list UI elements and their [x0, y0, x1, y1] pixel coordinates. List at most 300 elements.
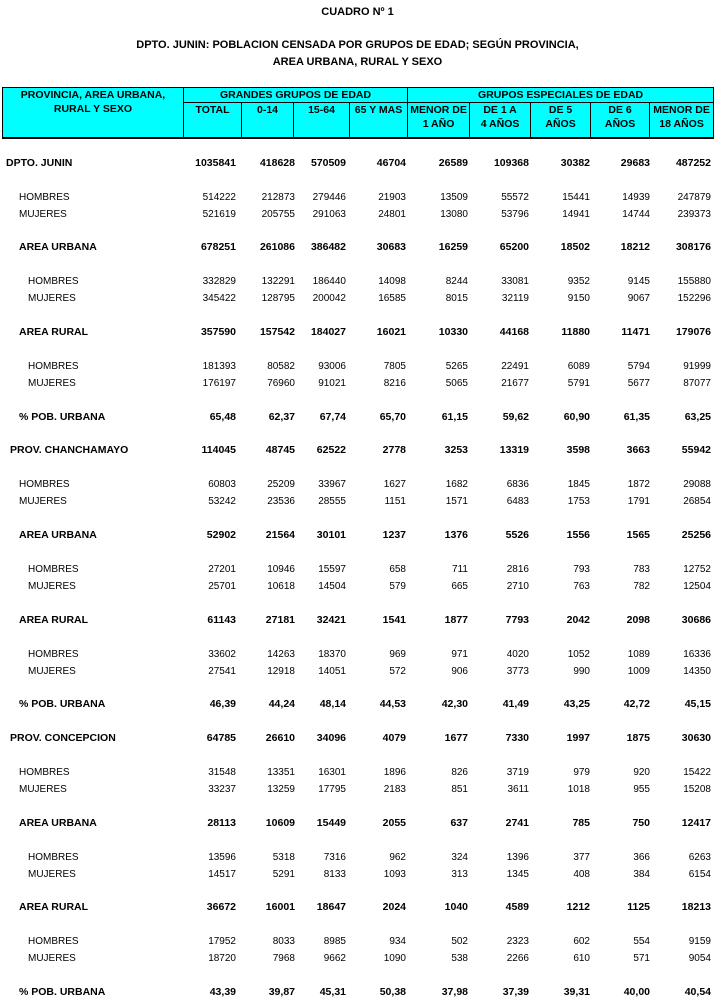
- table-cell: 357590: [200, 326, 236, 338]
- row-label: HOMBRES: [28, 276, 79, 287]
- table-cell: 67,74: [319, 411, 346, 423]
- table-cell: 487252: [675, 157, 711, 169]
- table-cell: 7968: [272, 953, 295, 964]
- table-cell: 521619: [202, 209, 236, 220]
- table-cell: 27181: [265, 614, 295, 626]
- table-cell: 665: [451, 581, 468, 592]
- table-cell: 1682: [445, 479, 468, 490]
- table-cell: 36672: [206, 901, 236, 913]
- table-cell: 15422: [683, 767, 711, 778]
- table-row: [0, 377, 715, 390]
- table-cell: 8985: [323, 936, 346, 947]
- table-cell: 1541: [382, 614, 406, 626]
- table-cell: 678251: [200, 241, 236, 253]
- table-row: [0, 241, 715, 254]
- table-cell: 27541: [208, 666, 236, 677]
- table-cell: 4020: [506, 649, 529, 660]
- table-cell: 313: [451, 869, 468, 880]
- table-cell: 33602: [208, 649, 236, 660]
- table-cell: 44,24: [268, 698, 295, 710]
- table-cell: 53242: [208, 496, 236, 507]
- table-cell: 538: [451, 953, 468, 964]
- table-cell: 785: [572, 817, 590, 829]
- table-cell: 1877: [444, 614, 468, 626]
- table-cell: 8216: [383, 378, 406, 389]
- table-cell: 1565: [626, 529, 650, 541]
- table-row: [0, 275, 715, 288]
- table-cell: 14939: [622, 192, 650, 203]
- table-cell: 50,38: [379, 986, 406, 998]
- table-cell: 408: [573, 869, 590, 880]
- table-cell: 13080: [440, 209, 468, 220]
- table-cell: 261086: [259, 241, 295, 253]
- table-cell: 62522: [316, 444, 346, 456]
- table-cell: 1125: [627, 901, 650, 913]
- table-cell: 13509: [440, 192, 468, 203]
- table-cell: 114045: [201, 444, 236, 456]
- table-cell: 826: [451, 767, 468, 778]
- table-cell: 9150: [567, 293, 590, 304]
- row-label: AREA URBANA: [19, 817, 97, 829]
- table-cell: 184027: [310, 326, 346, 338]
- table-cell: 91021: [318, 378, 346, 389]
- table-cell: 27201: [208, 564, 236, 575]
- table-cell: 157542: [259, 326, 295, 338]
- table-cell: 46,39: [209, 698, 236, 710]
- table-cell: 26854: [683, 496, 711, 507]
- table-cell: 25209: [267, 479, 295, 490]
- table-cell: 9054: [688, 953, 711, 964]
- table-cell: 783: [633, 564, 650, 575]
- table-cell: 12752: [683, 564, 711, 575]
- table-row: [0, 868, 715, 881]
- row-label: HOMBRES: [28, 649, 79, 660]
- table-cell: 2024: [382, 901, 406, 913]
- row-label: HOMBRES: [28, 564, 79, 575]
- table-cell: 10330: [438, 326, 468, 338]
- table-cell: 65,70: [379, 411, 406, 423]
- table-cell: 1896: [383, 767, 406, 778]
- table-row: [0, 326, 715, 339]
- table-title: CUADRO Nº 1: [321, 6, 394, 18]
- table-cell: 76960: [267, 378, 295, 389]
- table-cell: 602: [573, 936, 590, 947]
- table-row: [0, 783, 715, 796]
- table-cell: 60,90: [563, 411, 590, 423]
- table-cell: 2183: [383, 784, 406, 795]
- table-cell: 10609: [265, 817, 295, 829]
- table-cell: 33967: [318, 479, 346, 490]
- table-cell: 43,25: [563, 698, 590, 710]
- row-label: MUJERES: [28, 666, 76, 677]
- table-cell: 1035841: [195, 157, 236, 169]
- row-label: MUJERES: [28, 378, 76, 389]
- table-cell: 18647: [316, 901, 346, 913]
- row-label: PROV. CHANCHAMAYO: [10, 444, 129, 456]
- table-row: [0, 665, 715, 678]
- table-cell: 55572: [501, 192, 529, 203]
- table-cell: 1376: [444, 529, 468, 541]
- table-row: [0, 360, 715, 373]
- table-cell: 1556: [566, 529, 590, 541]
- table-cell: 31548: [208, 767, 236, 778]
- table-cell: 42,30: [441, 698, 468, 710]
- table-cell: 32119: [501, 293, 529, 304]
- row-label: AREA URBANA: [19, 241, 97, 253]
- table-cell: 1090: [383, 953, 406, 964]
- table-cell: 763: [573, 581, 590, 592]
- table-cell: 60803: [208, 479, 236, 490]
- table-cell: 30382: [560, 157, 590, 169]
- row-label: HOMBRES: [28, 936, 79, 947]
- table-cell: 2816: [506, 564, 529, 575]
- table-row: [0, 478, 715, 491]
- table-cell: 18213: [681, 901, 711, 913]
- table-cell: 14051: [318, 666, 346, 677]
- table-row: [0, 191, 715, 204]
- table-cell: 990: [573, 666, 590, 677]
- table-cell: 16001: [265, 901, 295, 913]
- table-cell: 13596: [208, 852, 236, 863]
- table-cell: 2042: [566, 614, 590, 626]
- table-row: [0, 732, 715, 745]
- table-cell: 1396: [506, 852, 529, 863]
- table-cell: 14517: [208, 869, 236, 880]
- table-cell: 29088: [683, 479, 711, 490]
- table-cell: 377: [573, 852, 590, 863]
- table-cell: 1093: [383, 869, 406, 880]
- table-cell: 2266: [506, 953, 529, 964]
- table-cell: 7316: [323, 852, 346, 863]
- table-cell: 14744: [622, 209, 650, 220]
- table-cell: 15597: [318, 564, 346, 575]
- table-cell: 934: [389, 936, 406, 947]
- row-label: HOMBRES: [19, 767, 70, 778]
- table-cell: 920: [633, 767, 650, 778]
- table-row: [0, 157, 715, 170]
- row-label: HOMBRES: [19, 192, 70, 203]
- table-cell: 9352: [567, 276, 590, 287]
- table-cell: 16021: [376, 326, 406, 338]
- table-cell: 1212: [566, 901, 590, 913]
- table-cell: 44,53: [379, 698, 406, 710]
- col-header-0-14: 0-14: [242, 103, 294, 139]
- row-label: MUJERES: [19, 209, 67, 220]
- table-cell: 5526: [505, 529, 529, 541]
- group-header-grandes: GRANDES GRUPOS DE EDAD: [184, 88, 408, 103]
- table-cell: 26589: [438, 157, 468, 169]
- table-cell: 29683: [620, 157, 650, 169]
- col-header-total: TOTAL: [184, 103, 242, 139]
- group-header-especiales: GRUPOS ESPECIALES DE EDAD: [408, 88, 714, 103]
- table-cell: 2323: [506, 936, 529, 947]
- table-subtitle-line1: DPTO. JUNIN: POBLACION CENSADA POR GRUPOS DE EDAD; SEGÚN PROVINCIA,: [136, 39, 579, 51]
- table-cell: 42,72: [623, 698, 650, 710]
- table-cell: 571: [633, 953, 650, 964]
- table-cell: 658: [389, 564, 406, 575]
- table-cell: 1875: [626, 732, 650, 744]
- row-label: AREA RURAL: [19, 326, 89, 338]
- table-cell: 40,00: [623, 986, 650, 998]
- row-label: % POB. URBANA: [19, 698, 106, 710]
- table-row: [0, 935, 715, 948]
- table-cell: 6089: [567, 361, 590, 372]
- table-cell: 30686: [681, 614, 711, 626]
- table-cell: 10618: [267, 581, 295, 592]
- table-cell: 3663: [626, 444, 650, 456]
- table-cell: 3719: [506, 767, 529, 778]
- table-cell: 109368: [493, 157, 529, 169]
- table-cell: 9159: [688, 936, 711, 947]
- table-cell: 906: [451, 666, 468, 677]
- table-cell: 1872: [627, 479, 650, 490]
- row-label: HOMBRES: [19, 479, 70, 490]
- table-cell: 308176: [675, 241, 711, 253]
- table-cell: 4589: [505, 901, 529, 913]
- table-cell: 851: [451, 784, 468, 795]
- row-label: MUJERES: [28, 581, 76, 592]
- table-cell: 1997: [566, 732, 590, 744]
- row-label: PROV. CONCEPCION: [10, 732, 116, 744]
- table-cell: 324: [451, 852, 468, 863]
- table-cell: 212873: [261, 192, 295, 203]
- table-cell: 28555: [318, 496, 346, 507]
- table-cell: 9067: [627, 293, 650, 304]
- table-cell: 1571: [445, 496, 468, 507]
- table-cell: 971: [451, 649, 468, 660]
- col-header-menor-18: MENOR DE 18 AÑOS: [650, 103, 714, 139]
- table-row: [0, 648, 715, 661]
- table-cell: 25701: [208, 581, 236, 592]
- table-row: [0, 529, 715, 542]
- table-cell: 30101: [316, 529, 346, 541]
- table-cell: 17952: [208, 936, 236, 947]
- table-cell: 969: [389, 649, 406, 660]
- table-cell: 7793: [505, 614, 529, 626]
- table-cell: 87077: [683, 378, 711, 389]
- table-cell: 34096: [316, 732, 346, 744]
- row-label: MUJERES: [28, 869, 76, 880]
- table-row: [0, 444, 715, 457]
- table-cell: 18212: [620, 241, 650, 253]
- table-cell: 332829: [202, 276, 236, 287]
- table-cell: 514222: [202, 192, 236, 203]
- row-label: MUJERES: [19, 496, 67, 507]
- table-cell: 181393: [202, 361, 236, 372]
- table-cell: 5794: [627, 361, 650, 372]
- table-cell: 65,48: [209, 411, 236, 423]
- table-cell: 13319: [499, 444, 529, 456]
- table-cell: 1040: [444, 901, 468, 913]
- col-header-6: DE 6 AÑOS: [591, 103, 650, 139]
- table-row: [0, 563, 715, 576]
- table-cell: 62,37: [268, 411, 295, 423]
- row-label: % POB. URBANA: [19, 411, 106, 423]
- stub-header-line2: RURAL Y SEXO: [53, 103, 133, 115]
- table-cell: 16585: [378, 293, 406, 304]
- col-header-5: DE 5 AÑOS: [531, 103, 591, 139]
- table-cell: 3253: [444, 444, 468, 456]
- table-cell: 570509: [310, 157, 346, 169]
- table-row: [0, 292, 715, 305]
- table-cell: 4079: [382, 732, 406, 744]
- table-cell: 1791: [627, 496, 650, 507]
- table-cell: 5291: [272, 869, 295, 880]
- table-cell: 750: [632, 817, 650, 829]
- table-cell: 55942: [681, 444, 711, 456]
- table-cell: 1151: [384, 496, 406, 507]
- table-cell: 48,14: [319, 698, 346, 710]
- table-row: [0, 766, 715, 779]
- table-cell: 37,39: [502, 986, 529, 998]
- table-cell: 8033: [272, 936, 295, 947]
- table-cell: 18502: [560, 241, 590, 253]
- table-cell: 14941: [562, 209, 590, 220]
- table-cell: 5318: [272, 852, 295, 863]
- table-cell: 1345: [506, 869, 529, 880]
- table-cell: 33081: [501, 276, 529, 287]
- row-label: MUJERES: [19, 784, 67, 795]
- col-header-65-mas: 65 Y MAS: [350, 103, 408, 139]
- table-cell: 1627: [383, 479, 406, 490]
- row-label: MUJERES: [28, 293, 76, 304]
- table-cell: 205755: [261, 209, 295, 220]
- row-label: AREA URBANA: [19, 529, 97, 541]
- table-cell: 7805: [383, 361, 406, 372]
- table-cell: 24801: [378, 209, 406, 220]
- row-label: AREA RURAL: [19, 614, 89, 626]
- table-cell: 247879: [677, 192, 711, 203]
- table-cell: 41,49: [502, 698, 529, 710]
- table-cell: 21564: [265, 529, 295, 541]
- table-cell: 366: [633, 852, 650, 863]
- table-cell: 80582: [267, 361, 295, 372]
- stub-header-line1: PROVINCIA, AREA URBANA,: [20, 89, 166, 101]
- table-cell: 5065: [445, 378, 468, 389]
- table-cell: 132291: [261, 276, 295, 287]
- row-label: HOMBRES: [28, 361, 79, 372]
- table-cell: 345422: [202, 293, 236, 304]
- table-cell: 14098: [378, 276, 406, 287]
- row-label: MUJERES: [28, 953, 76, 964]
- table-cell: 1237: [382, 529, 406, 541]
- table-cell: 28113: [207, 817, 236, 829]
- table-row: [0, 580, 715, 593]
- table-cell: 793: [573, 564, 590, 575]
- table-cell: 962: [389, 852, 406, 863]
- table-cell: 2055: [382, 817, 406, 829]
- table-row: [0, 495, 715, 508]
- table-cell: 14263: [267, 649, 295, 660]
- table-cell: 11880: [561, 326, 590, 338]
- table-cell: 1089: [627, 649, 650, 660]
- table-cell: 572: [389, 666, 406, 677]
- table-cell: 179076: [675, 326, 711, 338]
- table-cell: 30630: [681, 732, 711, 744]
- table-cell: 711: [452, 564, 468, 575]
- table-cell: 9145: [627, 276, 650, 287]
- table-cell: 610: [573, 953, 590, 964]
- table-cell: 16259: [438, 241, 468, 253]
- table-cell: 15449: [316, 817, 346, 829]
- table-cell: 33237: [208, 784, 236, 795]
- table-cell: 12417: [681, 817, 711, 829]
- table-cell: 1009: [627, 666, 650, 677]
- table-cell: 30683: [376, 241, 406, 253]
- table-cell: 418628: [259, 157, 295, 169]
- table-cell: 637: [450, 817, 468, 829]
- table-cell: 3773: [506, 666, 529, 677]
- table-cell: 45,15: [684, 698, 711, 710]
- table-cell: 18720: [208, 953, 236, 964]
- table-cell: 65200: [499, 241, 529, 253]
- col-header-1-4: DE 1 A 4 AÑOS: [470, 103, 531, 139]
- table-cell: 61,35: [623, 411, 650, 423]
- table-cell: 5677: [627, 378, 650, 389]
- table-cell: 2710: [506, 581, 529, 592]
- table-cell: 579: [389, 581, 406, 592]
- table-cell: 979: [573, 767, 590, 778]
- table-cell: 13259: [267, 784, 295, 795]
- table-cell: 8015: [445, 293, 468, 304]
- table-row: [0, 986, 715, 999]
- table-cell: 16301: [318, 767, 346, 778]
- table-cell: 15208: [683, 784, 711, 795]
- table-cell: 9662: [323, 953, 346, 964]
- table-cell: 6483: [506, 496, 529, 507]
- table-row: [0, 208, 715, 221]
- table-cell: 11471: [621, 326, 650, 338]
- table-cell: 279446: [312, 192, 346, 203]
- table-cell: 10946: [267, 564, 295, 575]
- table-cell: 1845: [567, 479, 590, 490]
- table-cell: 128795: [261, 293, 295, 304]
- table-cell: 52902: [206, 529, 236, 541]
- table-cell: 186440: [312, 276, 346, 287]
- table-row: [0, 817, 715, 830]
- table-cell: 18370: [318, 649, 346, 660]
- table-cell: 26610: [265, 732, 295, 744]
- table-cell: 14504: [318, 581, 346, 592]
- row-label: DPTO. JUNIN: [6, 157, 73, 169]
- table-cell: 152296: [677, 293, 711, 304]
- table-subtitle-line2: AREA URBANA, RURAL Y SEXO: [272, 56, 443, 68]
- table-cell: 15441: [562, 192, 590, 203]
- table-cell: 2098: [626, 614, 650, 626]
- table-row: [0, 901, 715, 914]
- table-cell: 44168: [499, 326, 529, 338]
- table-cell: 1052: [567, 649, 590, 660]
- table-cell: 14350: [683, 666, 711, 677]
- table-cell: 1018: [567, 784, 590, 795]
- table-cell: 21677: [501, 378, 529, 389]
- table-cell: 3598: [566, 444, 590, 456]
- table-cell: 6836: [506, 479, 529, 490]
- table-cell: 32421: [316, 614, 346, 626]
- col-header-15-64: 15-64: [294, 103, 350, 139]
- table-cell: 239373: [677, 209, 711, 220]
- table-cell: 554: [633, 936, 650, 947]
- table-cell: 384: [633, 869, 650, 880]
- table-cell: 200042: [312, 293, 346, 304]
- table-cell: 8244: [445, 276, 468, 287]
- table-cell: 39,87: [268, 986, 295, 998]
- table-row: [0, 952, 715, 965]
- table-row: [0, 411, 715, 424]
- table-cell: 61,15: [441, 411, 468, 423]
- table-cell: 21903: [378, 192, 406, 203]
- table-cell: 37,98: [441, 986, 468, 998]
